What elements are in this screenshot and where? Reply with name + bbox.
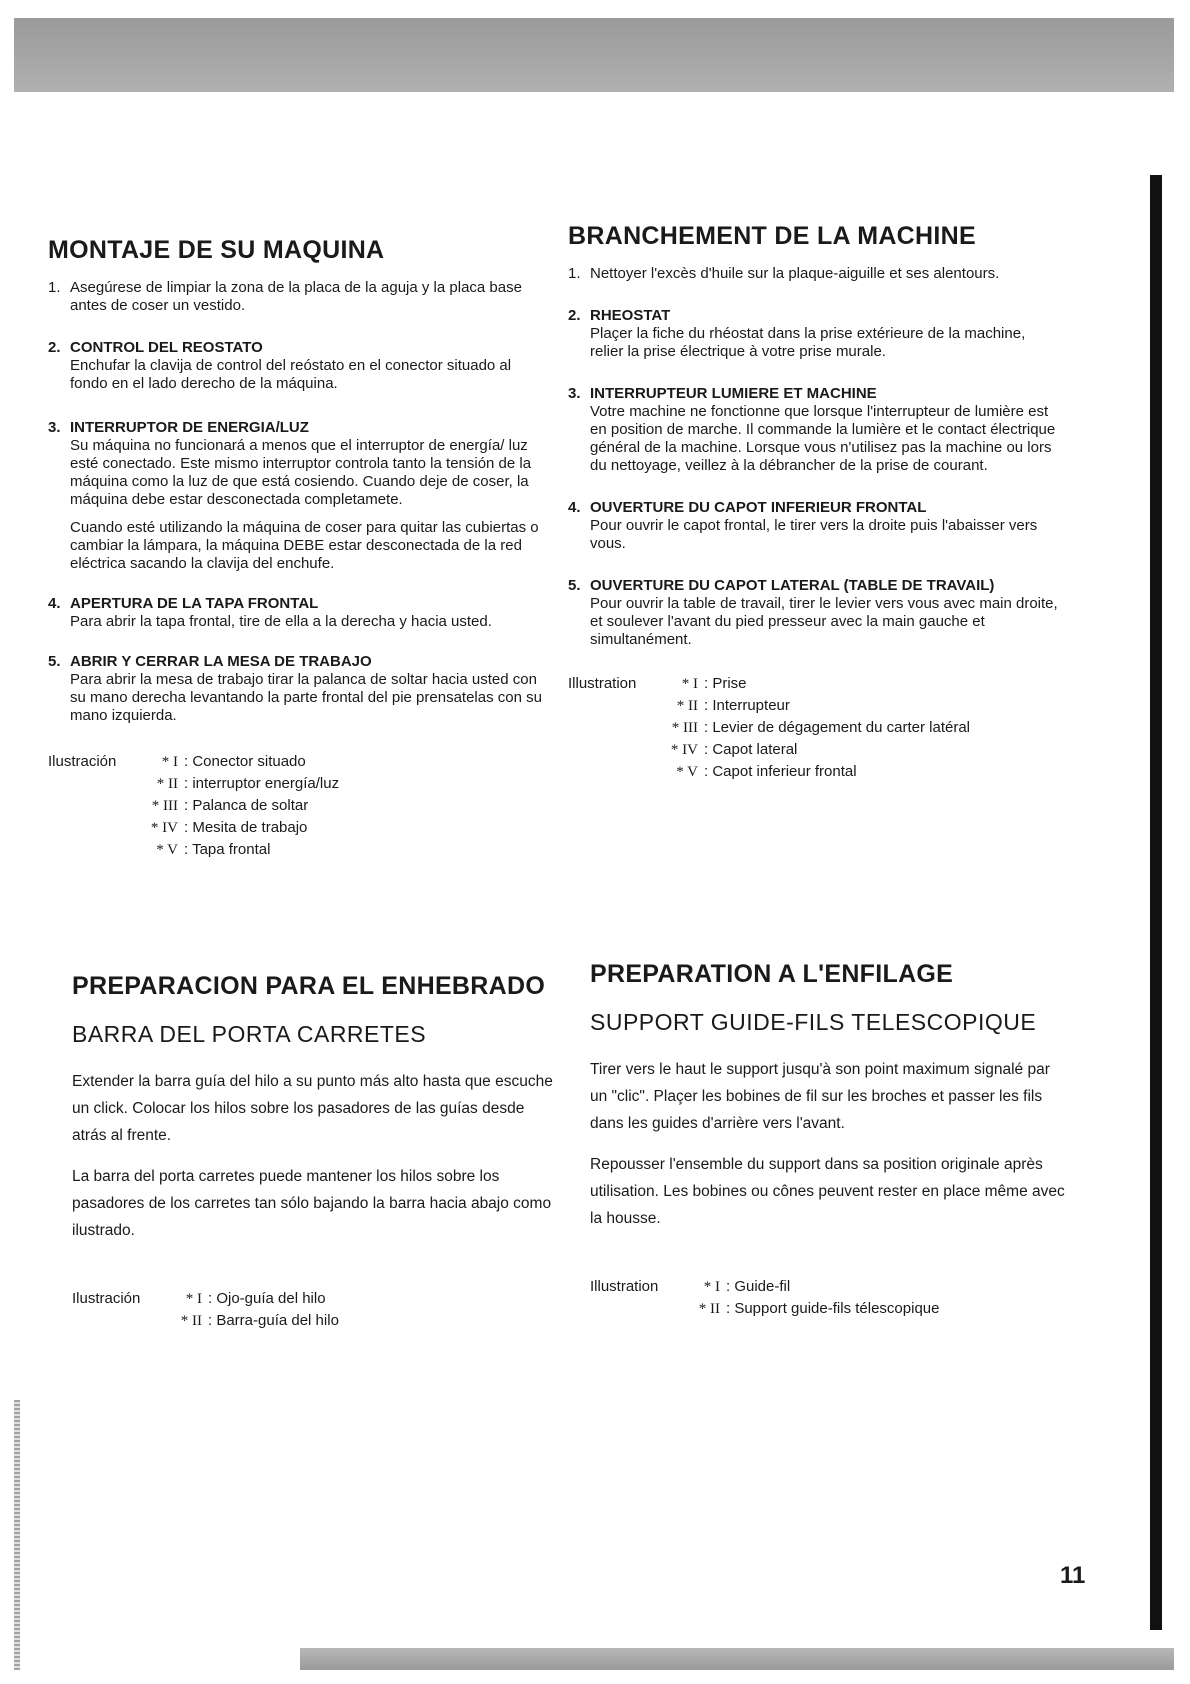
footer-band xyxy=(300,1648,1174,1670)
header-band xyxy=(14,18,1174,92)
scan-edge xyxy=(14,1400,20,1670)
spanish-title: MONTAJE DE SU MAQUINA xyxy=(48,236,385,264)
item-text: Su máquina no funcionará a menos que el interruptor de energía/ luz esté conectado. Este mismo interruptor controla tanto la tensión de la máquina como la luz de que está cosiendo. Cuando deje de coser, la máquina debe estar desconectada completamete. xyxy=(70,437,532,508)
legend-text: : Prise xyxy=(704,675,747,692)
item-number: 2. xyxy=(48,339,61,356)
item-title: APERTURA DE LA TAPA FRONTAL xyxy=(70,595,319,612)
spanish-item-4 xyxy=(48,595,548,631)
spanish-threading-para-2: La barra del porta carretes puede mantener los hilos sobre los pasadores de los carretes tan sólo bajando la barra hacia abajo como ilustrado. xyxy=(72,1168,552,1239)
french-column xyxy=(568,222,1058,783)
french-illustration-legend xyxy=(568,673,1058,783)
roman-mark: * V xyxy=(156,842,178,858)
legend-text: : Capot lateral xyxy=(704,741,798,758)
item-title: INTERRUPTOR DE ENERGIA/LUZ xyxy=(70,419,309,436)
item-title: INTERRUPTEUR LUMIERE ET MACHINE xyxy=(590,385,877,402)
spanish-threading-subtitle: BARRA DEL PORTA CARRETES xyxy=(72,1021,427,1047)
legend-text: : Ojo-guía del hilo xyxy=(208,1290,326,1307)
item-number: 3. xyxy=(568,385,581,402)
legend-text: : Mesita de trabajo xyxy=(184,819,308,836)
illustration-label: Illustration xyxy=(590,1278,659,1295)
item-title: ABRIR Y CERRAR LA MESA DE TRABAJO xyxy=(70,653,372,670)
item-title: RHEOSTAT xyxy=(590,307,671,324)
item-text: Votre machine ne fonctionne que lorsque l'interrupteur de lumière est en position de marche. Il commande la lumière et le contact électrique général de la machine. Lorsque vous n'utilisez pas la machine ou lors du nettoyage, veillez à la débrancher de la prise de courant. xyxy=(590,403,1056,474)
legend-text: : Capot inferieur frontal xyxy=(704,763,857,780)
legend-row xyxy=(172,1310,339,1332)
roman-mark: * II xyxy=(156,776,178,792)
roman-mark: * V xyxy=(676,764,698,780)
item-text: Para abrir la tapa frontal, tire de ella a la derecha y hacia usted. xyxy=(70,613,492,630)
item-title: OUVERTURE DU CAPOT LATERAL (TABLE DE TRAVAIL) xyxy=(590,577,995,594)
legend-text: : Interrupteur xyxy=(704,697,790,714)
legend-text: : Conector situado xyxy=(184,753,306,770)
item-number: 1. xyxy=(568,265,581,282)
legend-row xyxy=(148,773,339,795)
french-item-3 xyxy=(568,385,1058,475)
spanish-threading-para-1: Extender la barra guía del hilo a su punto más alto hasta que escuche un click. Colocar los hilos sobre los pasadores de las guías desde atrás al frente. xyxy=(72,1073,553,1144)
page-edge-bar xyxy=(1150,175,1162,1630)
legend-text: : Guide-fil xyxy=(726,1278,791,1295)
french-threading-title: PREPARATION A L'ENFILAGE xyxy=(590,960,954,988)
roman-mark: * I xyxy=(681,676,698,692)
page-number: 11 xyxy=(1060,1562,1086,1589)
item-text: Enchufar la clavija de control del reóstato en el conector situado al fondo en el lado derecho de la máquina. xyxy=(70,357,512,392)
illustration-label: Illustration xyxy=(568,675,637,692)
legend-row xyxy=(690,1276,939,1298)
illustration-label: Ilustración xyxy=(48,753,117,770)
french-item-1 xyxy=(568,265,1058,283)
item-text: Plaçer la fiche du rhéostat dans la prise extérieure de la machine, relier la prise électrique à votre prise murale. xyxy=(590,325,1026,360)
item-text: Para abrir la mesa de trabajo tirar la palanca de soltar hacia usted con su mano derecha levantando la parte frontal del pie prensatelas con su mano izquierda. xyxy=(70,671,542,724)
spanish-threading-legend xyxy=(72,1288,562,1332)
spanish-threading-section xyxy=(72,972,562,1332)
french-item-5 xyxy=(568,577,1058,649)
legend-row xyxy=(172,1288,339,1310)
french-threading-para-1: Tirer vers le haut le support jusqu'à son point maximum signalé par un "clic". Plaçer les bobines de fil sur les broches et passer les fils dans les guides d'arrière vers l'avant. xyxy=(590,1061,1050,1132)
item-text: Pour ouvrir la table de travail, tirer le levier vers vous avec main droite, et soulever l'avant du pied presseur avec la main gauche et simultanément. xyxy=(590,595,1058,648)
legend-text: : Palanca de soltar xyxy=(184,797,309,814)
french-threading-legend xyxy=(590,1276,1070,1320)
roman-mark: * III xyxy=(151,798,178,814)
item-text: Nettoyer l'excès d'huile sur la plaque-aiguille et ses alentours. xyxy=(590,265,1000,282)
legend-row xyxy=(668,761,970,783)
legend-row xyxy=(148,839,339,861)
legend-row xyxy=(148,795,339,817)
legend-row xyxy=(668,717,970,739)
roman-mark: * II xyxy=(180,1313,202,1329)
roman-mark: * II xyxy=(676,698,698,714)
item-text-2: Cuando esté utilizando la máquina de coser para quitar las cubiertas o cambiar la lámpara, la máquina DEBE estar desconectada de la red eléctrica sacando la clavija del enchufe. xyxy=(70,519,539,572)
french-title: BRANCHEMENT DE LA MACHINE xyxy=(568,222,976,250)
item-number: 5. xyxy=(568,577,581,594)
french-item-4 xyxy=(568,499,1058,553)
item-number: 3. xyxy=(48,419,61,436)
french-threading-para-2: Repousser l'ensemble du support dans sa position originale après utilisation. Les bobines ou cônes peuvent rester en place même avec la housse. xyxy=(590,1156,1065,1227)
item-number: 1. xyxy=(48,279,61,296)
item-number: 5. xyxy=(48,653,61,670)
roman-mark: * I xyxy=(185,1291,202,1307)
item-title: CONTROL DEL REOSTATO xyxy=(70,339,263,356)
legend-row xyxy=(668,739,970,761)
roman-mark: * IV xyxy=(670,742,698,758)
roman-mark: * III xyxy=(671,720,698,736)
legend-text: : interruptor energía/luz xyxy=(184,775,340,792)
legend-row xyxy=(148,751,339,773)
french-item-2 xyxy=(568,307,1058,361)
roman-mark: * IV xyxy=(150,820,178,836)
legend-row xyxy=(668,695,970,717)
spanish-item-1 xyxy=(48,279,548,315)
legend-text: : Tapa frontal xyxy=(184,841,271,858)
french-threading-subtitle: SUPPORT GUIDE-FILS TELESCOPIQUE xyxy=(590,1009,1037,1035)
spanish-threading-title: PREPARACION PARA EL ENHEBRADO xyxy=(72,972,546,1000)
item-number: 4. xyxy=(48,595,61,612)
legend-row xyxy=(668,673,970,695)
illustration-label: Ilustración xyxy=(72,1290,141,1307)
legend-row xyxy=(148,817,339,839)
legend-text: : Support guide-fils télescopique xyxy=(726,1300,940,1317)
legend-text: : Barra-guía del hilo xyxy=(208,1312,339,1329)
roman-mark: * II xyxy=(698,1301,720,1317)
spanish-item-2 xyxy=(48,339,548,393)
roman-mark: * I xyxy=(703,1279,720,1295)
spanish-illustration-legend xyxy=(48,751,548,861)
legend-row xyxy=(690,1298,939,1320)
item-text: Asegúrese de limpiar la zona de la placa de la aguja y la placa base antes de coser un vestido. xyxy=(70,279,522,314)
spanish-column xyxy=(48,236,548,861)
roman-mark: * I xyxy=(161,754,178,770)
item-number: 2. xyxy=(568,307,581,324)
item-title: OUVERTURE DU CAPOT INFERIEUR FRONTAL xyxy=(590,499,927,516)
legend-text: : Levier de dégagement du carter latéral xyxy=(704,719,970,736)
spanish-item-3 xyxy=(48,419,548,573)
item-number: 4. xyxy=(568,499,581,516)
item-text: Pour ouvrir le capot frontal, le tirer vers la droite puis l'abaisser vers vous. xyxy=(590,517,1038,552)
french-threading-section xyxy=(590,960,1070,1320)
spanish-item-5 xyxy=(48,653,548,725)
